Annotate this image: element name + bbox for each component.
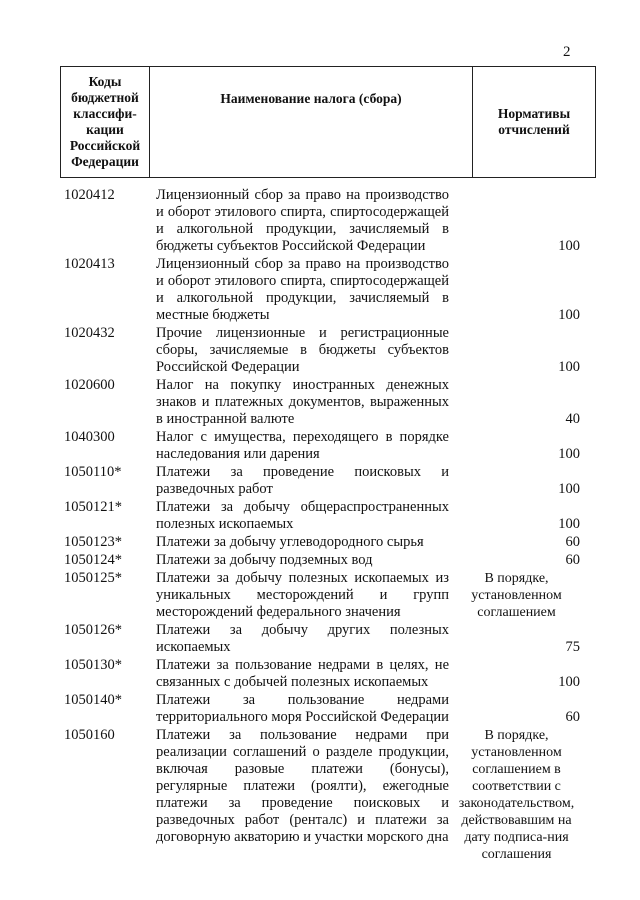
row-name: Налог на покупку иностранных денежных знаков и платежных документов, выраженных в иностранной валюте — [156, 377, 449, 427]
row-name: Платежи за пользование недрами в целях, не связанных с добычей полезных ископаемых — [156, 657, 449, 690]
row-norm: 100 — [558, 481, 580, 497]
table-header — [60, 66, 596, 178]
row-name: Лицензионный сбор за право на производство и оборот этилового спирта, спиртосодержащей и алкогольной продукции, зачисляемый в местные бюджеты — [156, 256, 449, 323]
table-row — [64, 325, 584, 376]
header-norm: Нормативы отчислений — [473, 67, 596, 178]
row-name: Платежи за добычу углеводородного сырья — [156, 534, 424, 550]
row-code: 1050110* — [64, 464, 122, 480]
row-code: 1050160 — [64, 727, 115, 743]
row-code: 1050121* — [64, 499, 122, 515]
row-norm: 100 — [558, 359, 580, 375]
table-body — [64, 187, 584, 864]
row-norm: 100 — [558, 446, 580, 462]
row-name: Платежи за пользование недрами при реализации соглашений о разделе продукции, включая разовые платежи (бонусы), регулярные платежи (роялти), ежегодные платежи за проведение поисковых и разведочных работ (ренталс) и платежи за договорную акваторию и участки морского дна — [156, 727, 449, 845]
row-name: Платежи за добычу общераспространенных полезных ископаемых — [156, 499, 449, 532]
table-row — [64, 187, 584, 255]
table-row — [64, 499, 584, 533]
row-code: 1050124* — [64, 552, 122, 568]
row-norm: 100 — [558, 307, 580, 323]
row-name: Прочие лицензионные и регистрационные сборы, зачисляемые в бюджеты субъектов Российской Федерации — [156, 325, 449, 375]
row-norm: 60 — [565, 534, 580, 550]
row-name: Налог с имущества, переходящего в порядке наследования или дарения — [156, 429, 449, 462]
row-name: Платежи за добычу полезных ископаемых из уникальных месторождений и групп месторождений федерального значения — [156, 570, 449, 620]
row-name: Лицензионный сбор за право на производство и оборот этилового спирта, спиртосодержащей и алкогольной продукции, зачисляемый в бюджеты субъектов Российской Федерации — [156, 187, 449, 254]
table-row — [64, 657, 584, 691]
table-row — [64, 692, 584, 726]
table-row — [64, 464, 584, 498]
table-row — [64, 552, 584, 569]
row-norm: 100 — [558, 238, 580, 254]
table-row — [64, 429, 584, 463]
row-norm: 60 — [565, 709, 580, 725]
row-code: 1040300 — [64, 429, 115, 445]
row-norm: 40 — [565, 411, 580, 427]
row-name: Платежи за пользование недрами территориального моря Российской Федерации — [156, 692, 449, 725]
page-number: 2 — [563, 44, 571, 60]
row-name: Платежи за добычу подземных вод — [156, 552, 373, 568]
row-code: 1050130* — [64, 657, 122, 673]
row-norm: 75 — [565, 639, 580, 655]
table-row — [64, 377, 584, 428]
row-norm: 100 — [558, 674, 580, 690]
header-code: Коды бюджетной классифи-кации Российской Федерации — [61, 67, 150, 178]
row-code: 1050125* — [64, 570, 122, 586]
table-row — [64, 570, 584, 621]
row-norm: 100 — [558, 516, 580, 532]
row-code: 1050140* — [64, 692, 122, 708]
row-norm: 60 — [565, 552, 580, 568]
row-norm: В порядке, установленном соглашением — [471, 571, 562, 620]
row-code: 1050123* — [64, 534, 122, 550]
row-code: 1020413 — [64, 256, 115, 272]
row-code: 1050126* — [64, 622, 122, 638]
header-name: Наименование налога (сбора) — [150, 67, 473, 178]
table-row — [64, 534, 584, 551]
table-row — [64, 622, 584, 656]
row-code: 1020412 — [64, 187, 115, 203]
row-name: Платежи за проведение поисковых и разведочных работ — [156, 464, 449, 497]
table-row — [64, 727, 584, 863]
row-code: 1020600 — [64, 377, 115, 393]
row-norm: В порядке, установленном соглашением в соответствии с законодательством, действовавшим на дату подписа-ния соглашения — [458, 728, 575, 862]
row-name: Платежи за добычу других полезных ископаемых — [156, 622, 449, 655]
table-row — [64, 256, 584, 324]
row-code: 1020432 — [64, 325, 115, 341]
